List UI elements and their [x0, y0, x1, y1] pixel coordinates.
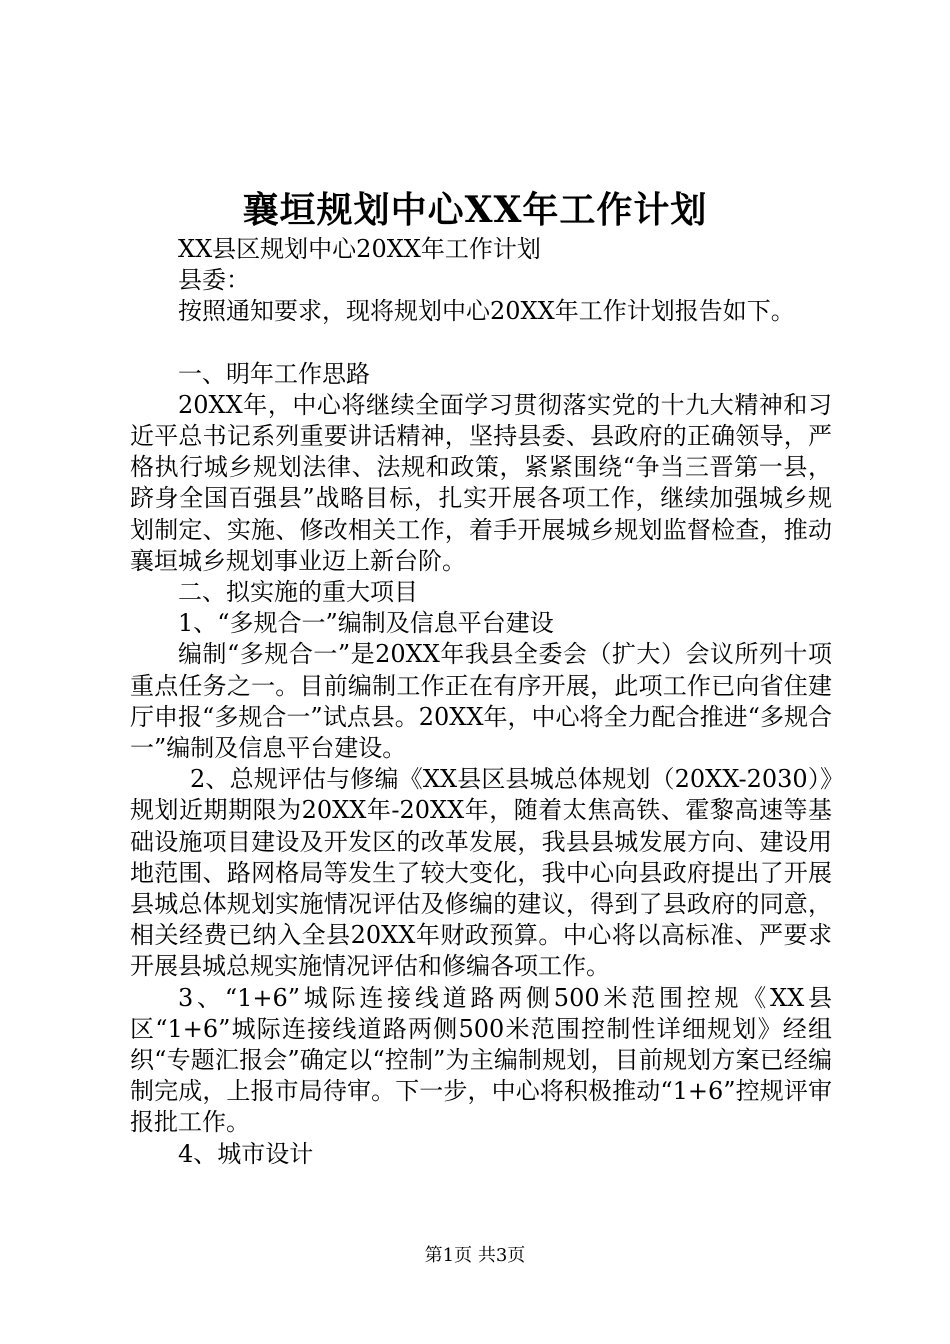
page-footer: 第1页 共3页 [424, 1245, 526, 1266]
paragraph-item-2: 2、总规评估与修编《XX县区县城总体规划（20XX-2030）》规划近期期限为20XX年-20XX年，随着太焦高铁、霍黎高速等基础设施项目建设及开发区的改革发展，我县县城发展方向、建设用地范围、路网格局等发生了较大变化，我中心向县政府提出了开展县城总体规划实施情况评估及修编的建议，得到了县政府的同意，相关经费已纳入全县20XX年财政预算。中心将以高标准、严要求开展县城总规实施情况评估和修编各项工作。 [130, 765, 832, 981]
paragraph-salutation: 县委： [178, 266, 250, 295]
document-title: 襄垣规划中心XX年工作计划 [242, 189, 708, 231]
item-heading-4: 4、城市设计 [178, 1139, 314, 1168]
document-body [130, 234, 832, 1170]
paragraph-intro: 按照通知要求，现将规划中心20XX年工作计划报告如下。 [178, 297, 795, 326]
paragraph-item-1: 编制“多规合一”是20XX年我县全委会（扩大）会议所列十项重点任务之一。目前编制工作正在有序开展，此项工作已向省住建厅申报“多规合一”试点县。20XX年，中心将全力配合推进“多规合一”编制及信息平台建设。 [130, 640, 832, 763]
section-heading-1: 一、明年工作思路 [178, 359, 370, 388]
paragraph-spacer [130, 328, 832, 359]
section-heading-2: 二、拟实施的重大项目 [178, 578, 418, 607]
paragraph-heading-line: XX县区规划中心20XX年工作计划 [178, 235, 541, 263]
paragraph-item-3: 3、“1+6”城际连接线道路两侧500米范围控规《XX县区“1+6”城际连接线道路两侧500米范围控制性详细规划》经组织“专题汇报会”确定以“控制”为主编制规划，目前规划方案已经编制完成，上报市局待审。下一步，中心将积极推动“1+6”控规评审报批工作。 [130, 983, 832, 1137]
paragraph-work-ideas: 20XX年，中心将继续全面学习贯彻落实党的十九大精神和习近平总书记系列重要讲话精神，坚持县委、县政府的正确领导，严格执行城乡规划法律、法规和政策，紧紧围绕“争当三晋第一县，跻身全国百强县”战略目标，扎实开展各项工作，继续加强城乡规划制定、实施、修改相关工作，着手开展城乡规划监督检查，推动襄垣城乡规划事业迈上新台阶。 [130, 390, 832, 575]
item-heading-1: 1、“多规合一”编制及信息平台建设 [178, 609, 554, 638]
